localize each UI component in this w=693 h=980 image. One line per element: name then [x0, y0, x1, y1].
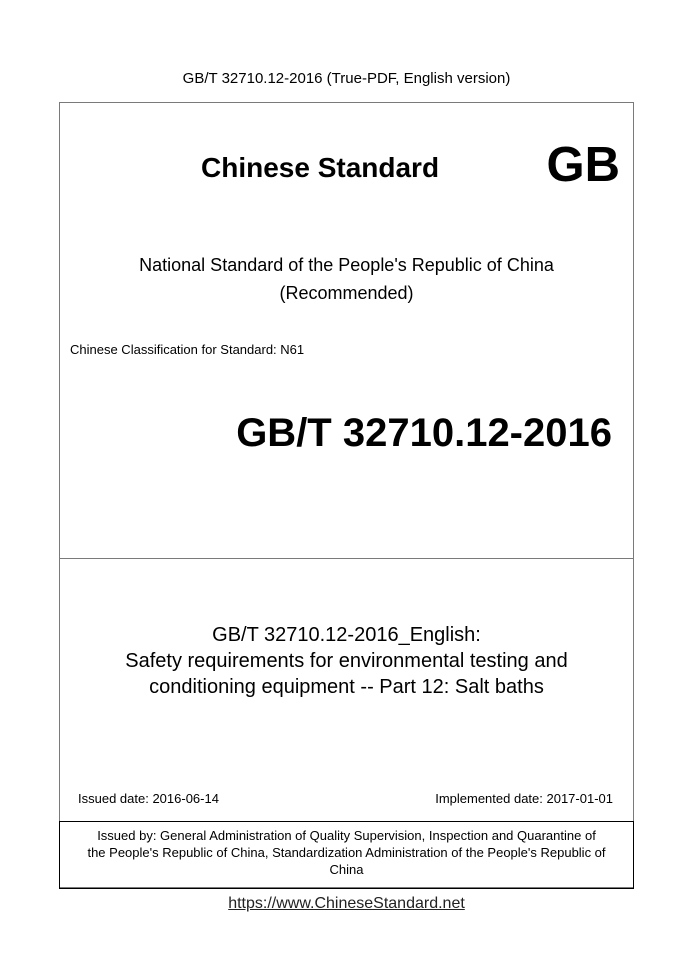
cover-frame [59, 102, 634, 888]
standard-number: GB/T 32710.12-2016 [236, 411, 612, 455]
implemented-date: Implemented date: 2017-01-01 [435, 791, 613, 806]
issuer-line-2: the People's Republic of China, Standardization Administration of the People's Republic of [87, 845, 606, 860]
document-header: GB/T 32710.12-2016 (True-PDF, English version) [182, 70, 511, 87]
national-line-2: (Recommended) [279, 283, 414, 303]
section-divider [60, 558, 633, 559]
issued-date: Issued date: 2016-06-14 [78, 791, 219, 806]
classification-text: Chinese Classification for Standard: N61 [70, 342, 305, 357]
document-title [60, 622, 633, 700]
gb-mark: GB [546, 138, 620, 192]
issuer-line-1: Issued by: General Administration of Quality Supervision, Inspection and Quarantine of [97, 828, 596, 843]
national-line-1: National Standard of the People's Republic of China [139, 255, 554, 275]
website-link[interactable]: https://www.ChineseStandard.net [228, 895, 465, 912]
title-line-3: conditioning equipment -- Part 12: Salt baths [149, 676, 544, 698]
issuer-box [59, 821, 634, 889]
issuer-line-3: China [329, 862, 364, 877]
standard-label: Chinese Standard [201, 152, 440, 183]
national-standard-heading [60, 251, 633, 307]
title-line-1: GB/T 32710.12-2016_English: [212, 624, 481, 646]
title-line-2: Safety requirements for environmental testing and [125, 650, 568, 672]
